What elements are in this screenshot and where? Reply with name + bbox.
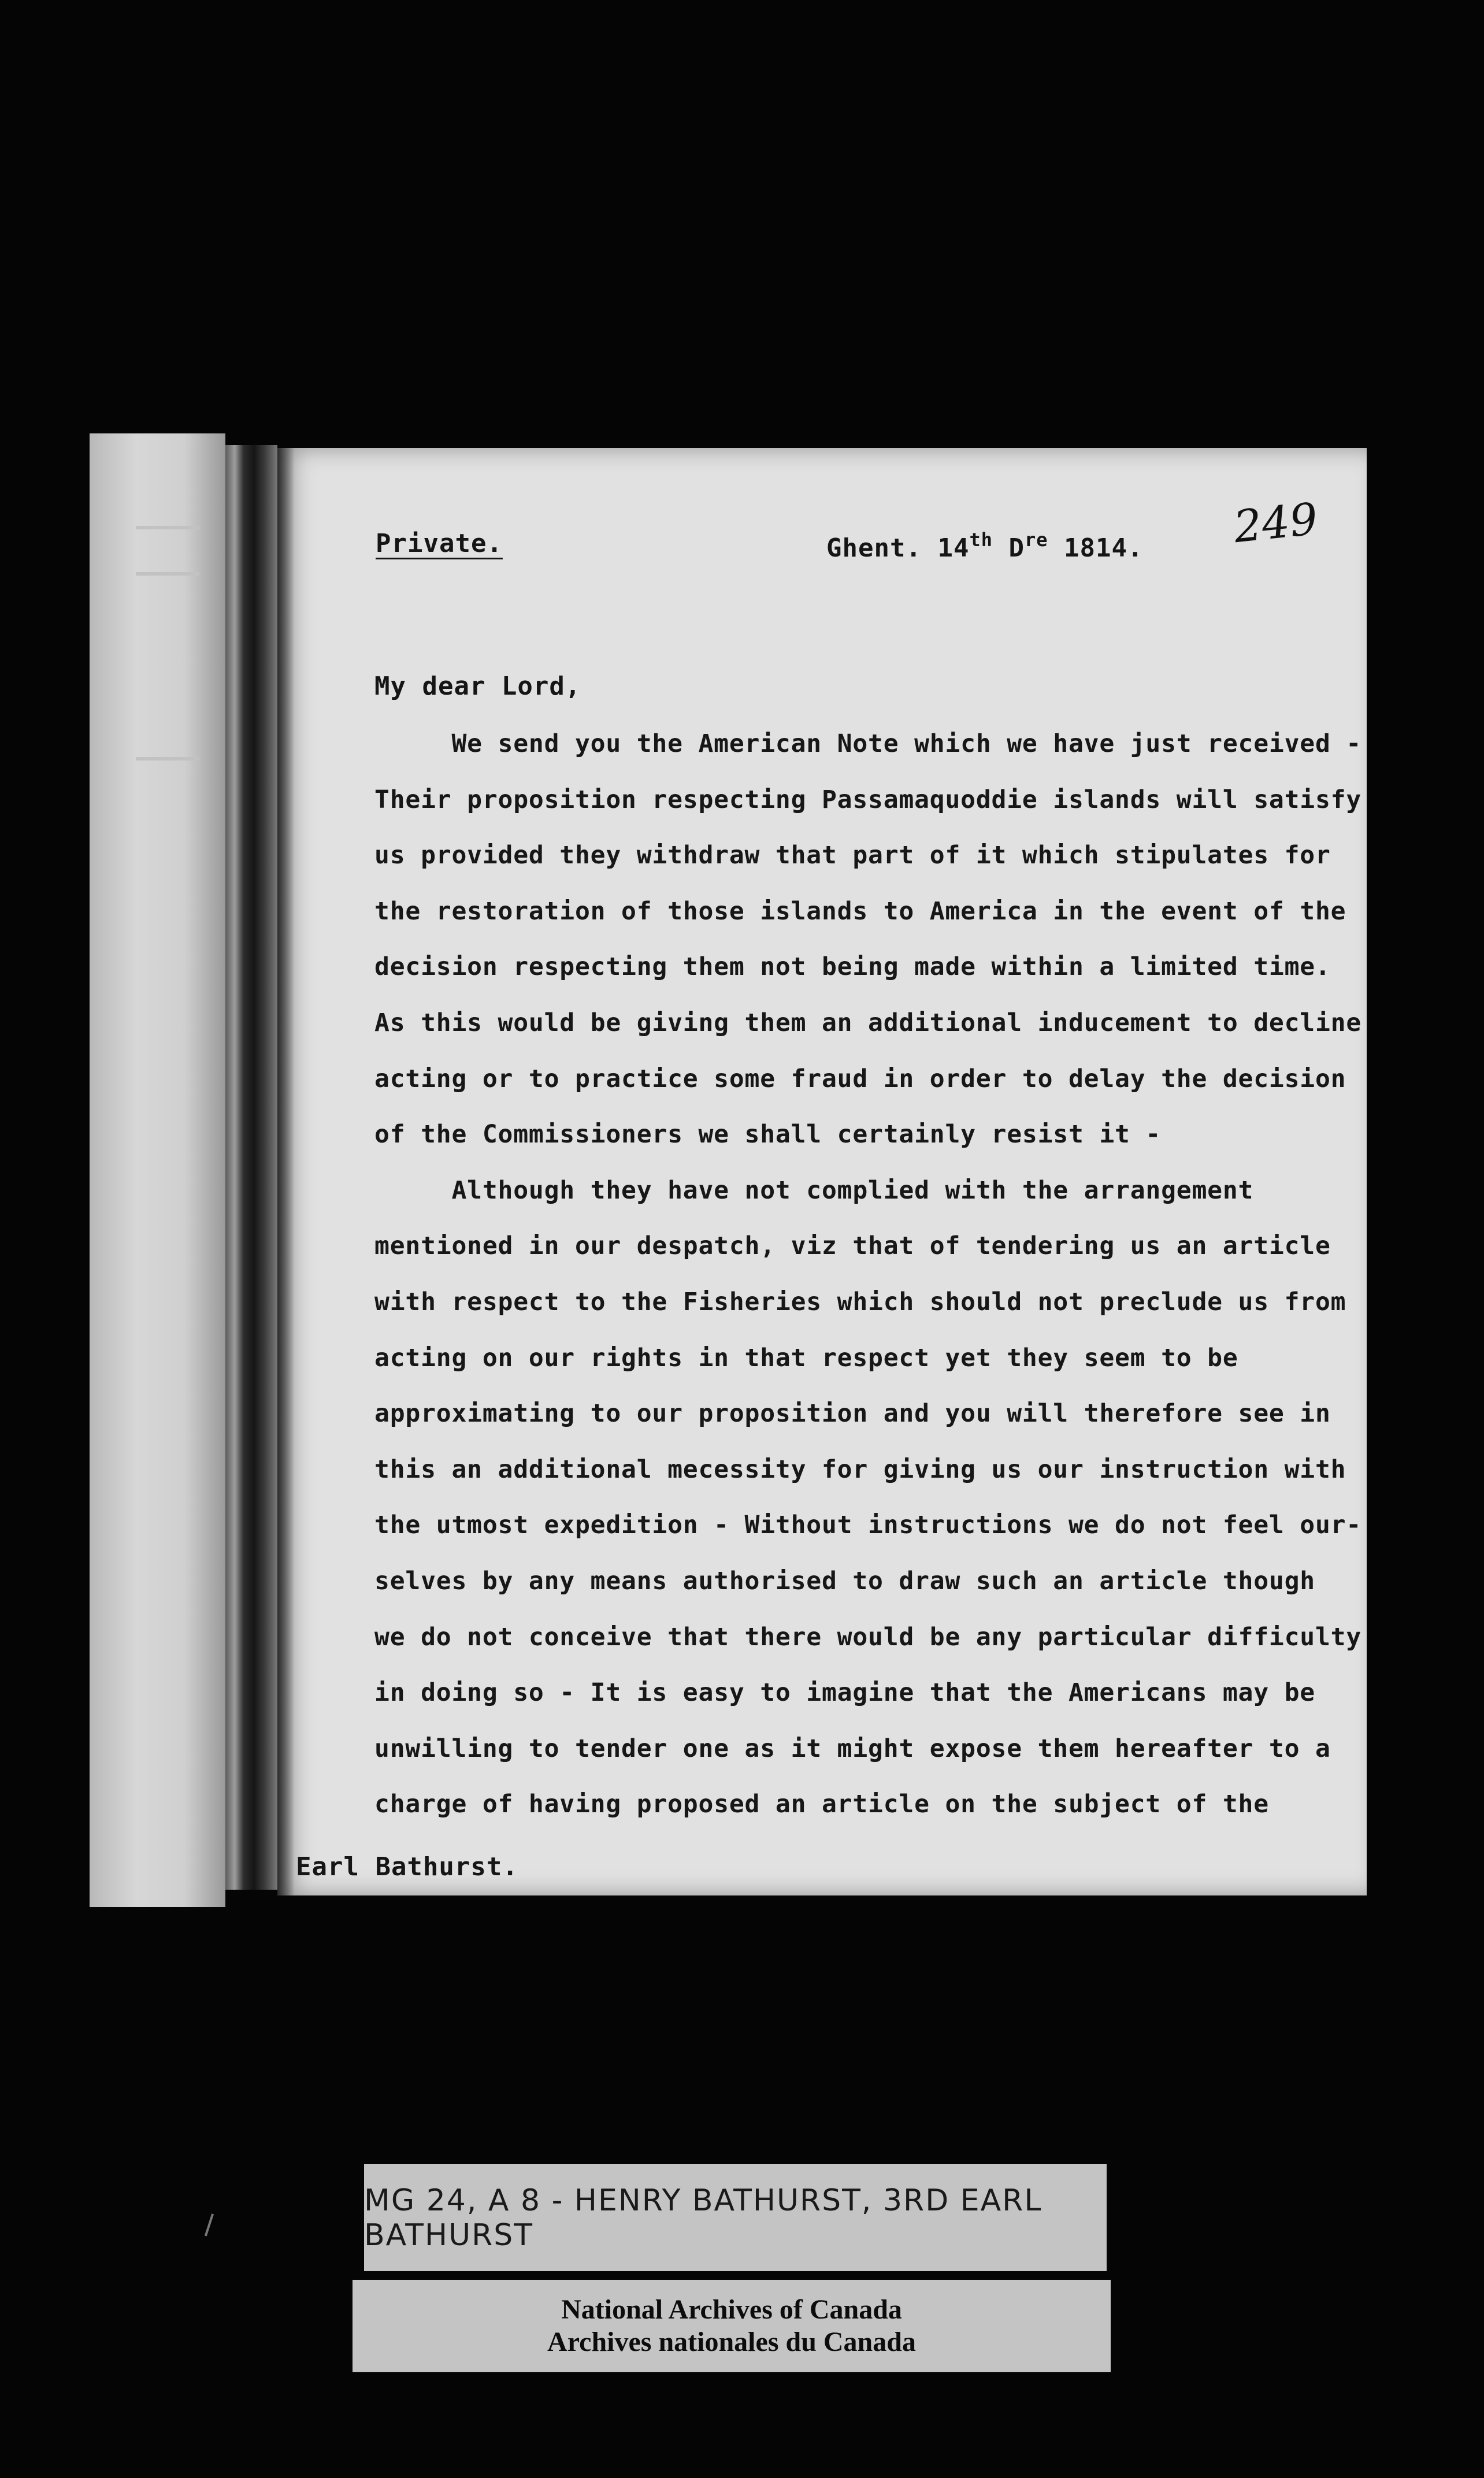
letter-line: of the Commissioners we shall certainly resist it - [374, 1120, 1162, 1149]
letter-line: we do not conceive that there would be any particular difficulty [374, 1622, 1362, 1652]
private-heading: Private. [376, 529, 503, 558]
letter-line: mentioned in our despatch, viz that of tendering us an article [374, 1231, 1331, 1261]
letter-line: selves by any means authorised to draw such an article though [374, 1567, 1315, 1596]
date-place: Ghent. [826, 533, 922, 563]
date-month-suffix: re [1024, 529, 1048, 551]
letter-line: Their proposition respecting Passamaquoddie islands will satisfy [374, 785, 1362, 814]
letter-line: in doing so - It is easy to imagine that the Americans may be [374, 1678, 1315, 1708]
letter-line: acting or to practice some fraud in order to delay the decision [374, 1064, 1346, 1093]
faint-text-trace [136, 757, 199, 761]
letter-line: acting on our rights in that respect yet they seem to be [374, 1343, 1238, 1372]
date-year: 1814. [1064, 533, 1144, 563]
faint-text-trace [136, 526, 199, 529]
collection-reference-label: MG 24, A 8 - HENRY BATHURST, 3RD EARL BATHURST [364, 2164, 1107, 2271]
letter-line: Although they have not complied with the arrangement [374, 1175, 1254, 1205]
letter-line: decision respecting them not being made within a limited time. [374, 952, 1331, 982]
book-gutter [225, 445, 277, 1890]
archive-name-english: National Archives of Canada [561, 2294, 902, 2325]
letter-line: approximating to our proposition and you will therefore see in [374, 1399, 1331, 1429]
letter-line: As this would be giving them an additional inducement to decline [374, 1008, 1362, 1037]
salutation: My dear Lord, [374, 672, 581, 701]
archive-name-french: Archives nationales du Canada [547, 2327, 916, 2357]
letter-line: the restoration of those islands to America in the event of the [374, 896, 1346, 926]
letter-line: We send you the American Note which we have just received - [374, 729, 1362, 758]
faint-text-trace [136, 572, 199, 576]
letter-line: us provided they withdraw that part of it which stipulates for [374, 841, 1331, 870]
letter-date [826, 529, 1143, 563]
letter-line: the utmost expedition - Without instructions we do not feel our- [374, 1511, 1362, 1540]
letter-line: unwilling to tender one as it might expose them hereafter to a [374, 1734, 1331, 1763]
archive-label [353, 2280, 1111, 2372]
date-day-suffix: th [969, 529, 993, 551]
margin-mark [205, 2213, 214, 2236]
date-month: D [1008, 533, 1025, 563]
letter-line: this an additional mecessity for giving us our instruction with [374, 1455, 1346, 1484]
letter-line: with respect to the Fisheries which should not preclude us from [374, 1288, 1346, 1316]
date-day: 14 [937, 533, 970, 563]
page-edge-shadow [277, 448, 295, 1895]
handwritten-page-number: 249 [1231, 492, 1320, 553]
letter-line: charge of having proposed an article on the subject of the [374, 1790, 1269, 1819]
addressee: Earl Bathurst. [296, 1852, 518, 1882]
left-facing-page [90, 433, 225, 1907]
